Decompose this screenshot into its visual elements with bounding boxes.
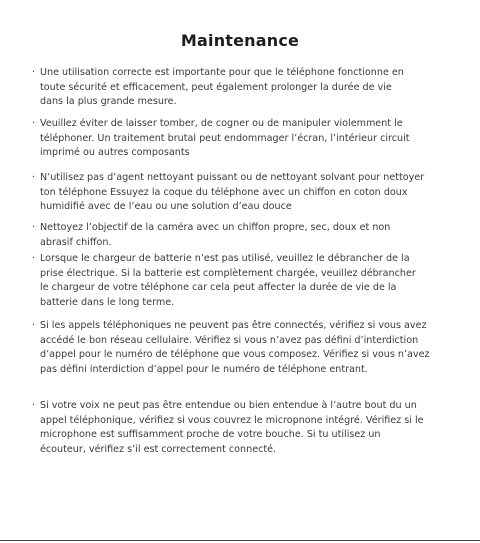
paragraph-line: Si les appels téléphoniques ne peuvent pas être connectés, vérifiez si vous avez	[40, 320, 427, 331]
paragraph-line: toute sécurité et efficacement, peut également prolonger la durée de vie	[40, 81, 392, 93]
paragraph-line: microphone est suffisamment proche de votre bouche. Si tu utilisez un	[40, 429, 381, 441]
paragraph-line: ton téléphone Essuyez la coque du téléphone avec un chiffon en coton doux	[40, 186, 408, 198]
bullet-marker: ·	[32, 320, 36, 331]
bullet-marker: ·	[32, 400, 36, 411]
paragraph-line: d’appel pour le numéro de téléphone que vous composez. Vérifiez si vous n’avez	[40, 349, 430, 361]
paragraph-line: pas défini interdiction d’appel pour le numéro de téléphone entrant.	[40, 363, 368, 375]
paragraph-line: accédé le bon réseau cellulaire. Vérifiez si vous n’avez pas défini d’interdiction	[40, 334, 419, 346]
bullet-marker: ·	[32, 67, 36, 78]
paragraph-usage	[32, 66, 450, 110]
paragraph-line: Nettoyez l’objectif de la caméra avec un chiffon propre, sec, doux et non	[40, 222, 391, 233]
page-title: Maintenance	[180, 31, 300, 50]
paragraph-line: N’utilisez pas d’agent nettoyant puissant ou de nettoyant solvant pour nettoyer	[40, 172, 425, 183]
paragraph-line: dans la plus grande mesure.	[40, 96, 177, 108]
paragraph-line: Une utilisation correcte est importante pour que le téléphone fonctionne en	[40, 67, 404, 78]
paragraph-line: abrasif chiffon.	[40, 236, 112, 248]
paragraph-camera-lens	[32, 221, 450, 250]
paragraph-line: Lorsque le chargeur de batterie n’est pas utilisé, veuillez le débrancher de la	[40, 253, 410, 264]
paragraph-line: écouteur, vérifiez s’il est correctement connecté.	[40, 443, 277, 455]
paragraph-line: humidifié avec de l’eau ou une solution d’eau douce	[40, 201, 292, 213]
paragraph-line: prise électrique. Si la batterie est complètement chargée, veuillez débrancher	[40, 267, 416, 279]
paragraph-handling	[32, 117, 450, 161]
paragraph-line: le chargeur de votre téléphone car cela peut affecter la durée de vie de la	[40, 282, 397, 294]
bullet-marker: ·	[32, 172, 36, 183]
bullet-marker: ·	[32, 222, 36, 233]
paragraph-line: téléphoner. Un traitement brutal peut endommager l’écran, l’intérieur circuit	[40, 132, 410, 144]
paragraph-microphone	[32, 399, 450, 457]
page-bottom-rule	[0, 540, 480, 541]
paragraph-line: Si votre voix ne peut pas être entendue ou bien entendue à l’autre bout du un	[40, 400, 417, 411]
paragraph-line: Veuillez éviter de laisser tomber, de cogner ou de manipuler violemment le	[40, 118, 403, 129]
paragraph-calls	[32, 319, 450, 377]
paragraph-line: appel téléphonique, vérifiez si vous couvrez le micropnone intégré. Vérifiez si le	[40, 414, 424, 426]
paragraph-charger	[32, 252, 450, 310]
bullet-marker: ·	[32, 118, 36, 129]
paragraph-line: imprimé ou autres composants	[40, 147, 190, 159]
bullet-marker: ·	[32, 253, 36, 264]
paragraph-cleaning	[32, 171, 450, 215]
paragraph-line: batterie dans le long terme.	[40, 296, 175, 308]
